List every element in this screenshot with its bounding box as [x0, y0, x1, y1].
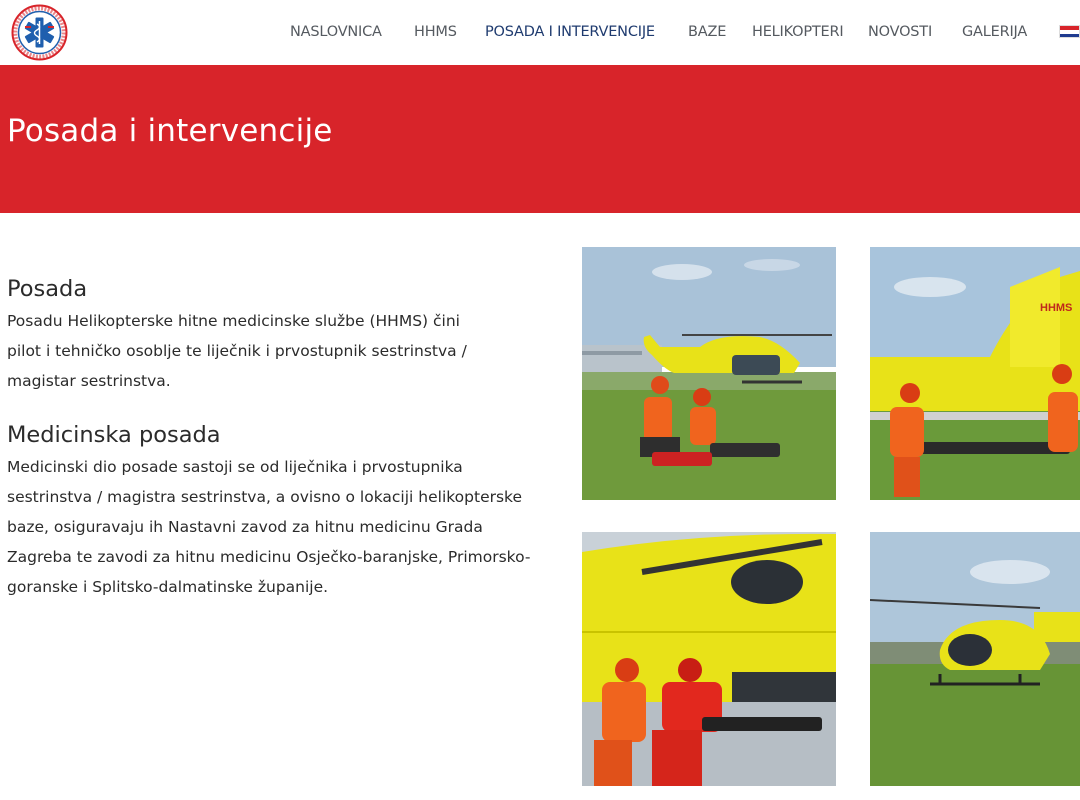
- nav-item-galerija[interactable]: GALERIJA: [962, 24, 1028, 40]
- section-posada: [7, 272, 547, 396]
- nav-item-naslovnica[interactable]: NASLOVNICA: [290, 24, 382, 40]
- helicopter-stretcher-transfer-photo[interactable]: [870, 247, 1080, 500]
- main-nav: [0, 22, 1080, 44]
- croatian-flag-icon[interactable]: [1059, 25, 1080, 38]
- section-heading: Posada: [7, 276, 88, 302]
- section-text: Posadu Helikopterske hitne medicinske službe (HHMS) čini pilot i tehničko osoblje te liječnik i prvostupnik sestrinstva / magistar sestrinstva.: [7, 312, 467, 390]
- section-heading: Medicinska posada: [7, 422, 221, 448]
- section-medicinska-posada: [7, 418, 547, 602]
- main-content: [7, 272, 547, 602]
- section-text: Medicinski dio posade sastoji se od liječnika i prvostupnika sestrinstva / magistra sestrinstva, a ovisno o lokaciji helikopterske baze, osiguravaju ih Nastavni zavod za hitnu medicinu Grada Zagreba te zavodi za hitnu medicinu Osječko-baranjske, Primorsko-goranske i Splitsko-dalmatinske županije.: [7, 458, 531, 596]
- svg-text:HHMS: HHMS: [1040, 302, 1073, 314]
- site-header: [0, 0, 1080, 65]
- helicopter-loading-patient-photo[interactable]: [582, 532, 836, 786]
- page-title: Posada i intervencije: [7, 113, 333, 149]
- nav-item-baze[interactable]: BAZE: [688, 24, 727, 40]
- page-banner: [0, 65, 1080, 213]
- nav-item-helikopteri[interactable]: HELIKOPTERI: [752, 24, 844, 40]
- nav-item-posada-i-intervencije[interactable]: POSADA I INTERVENCIJE: [485, 24, 655, 40]
- nav-item-hhms[interactable]: HHMS: [414, 24, 457, 40]
- nav-item-novosti[interactable]: NOVOSTI: [868, 24, 933, 40]
- helicopter-crew-on-grass-photo[interactable]: [582, 247, 836, 500]
- helicopter-on-field-photo[interactable]: [870, 532, 1080, 786]
